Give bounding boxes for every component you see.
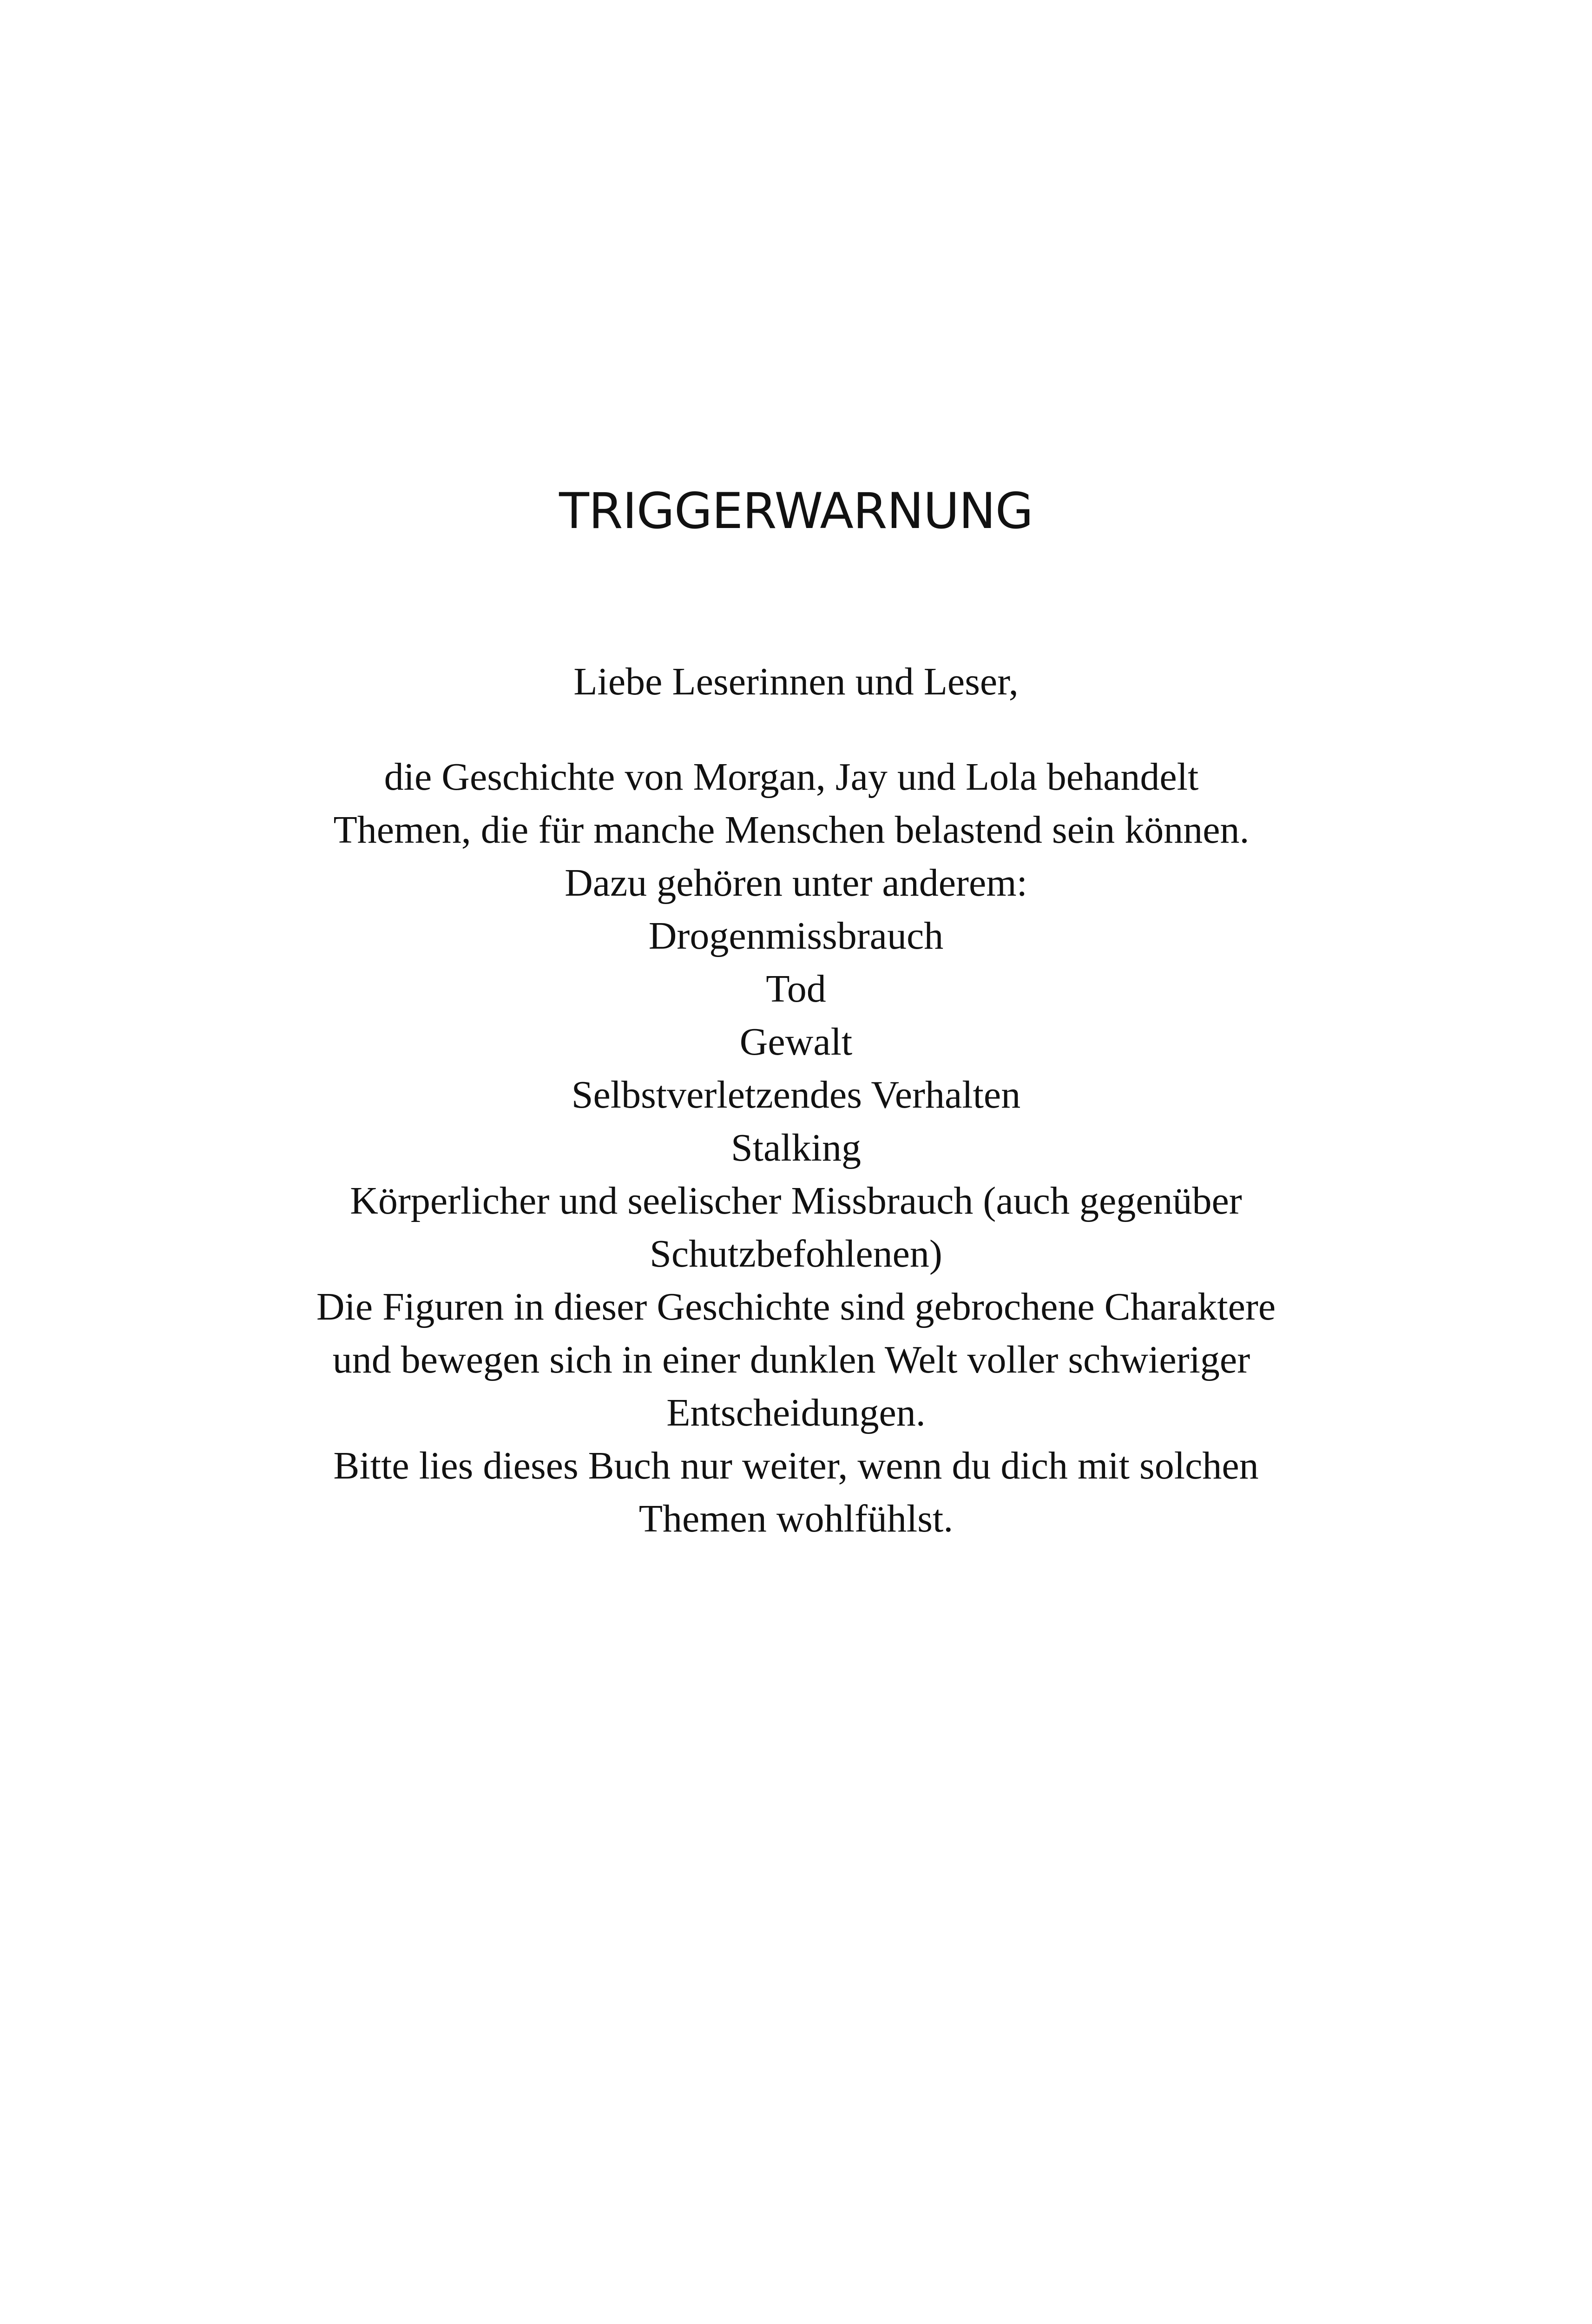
body-line: Körperlicher und seelischer Missbrauch (auch gegenüber	[350, 1179, 1242, 1222]
body-line: Bitte lies dieses Buch nur weiter, wenn du dich mit solchen	[333, 1444, 1259, 1487]
warning-body	[0, 751, 1592, 1545]
body-line: Themen, die für manche Menschen belastend sein können.	[333, 808, 1250, 852]
body-line: Drogenmissbrauch	[648, 914, 944, 957]
body-line: Schutzbefohlenen)	[650, 1232, 942, 1275]
body-line: Dazu gehören unter anderem:	[565, 861, 1027, 905]
body-line: Entscheidungen.	[666, 1391, 926, 1434]
body-line: und bewegen sich in einer dunklen Welt voller schwieriger	[332, 1338, 1250, 1381]
body-line: die Geschichte von Morgan, Jay und Lola behandelt	[384, 755, 1199, 799]
body-line: Stalking	[730, 1126, 861, 1169]
page-title: TRIGGERWARNUNG	[559, 482, 1033, 540]
greeting: Liebe Leserinnen und Leser,	[573, 660, 1019, 703]
body-line: Gewalt	[739, 1020, 853, 1063]
body-line: Die Figuren in dieser Geschichte sind gebrochene Charaktere	[316, 1285, 1276, 1328]
body-line: Themen wohlfühlst.	[638, 1497, 954, 1540]
body-line: Tod	[766, 967, 826, 1010]
body-line: Selbstverletzendes Verhalten	[571, 1073, 1021, 1116]
